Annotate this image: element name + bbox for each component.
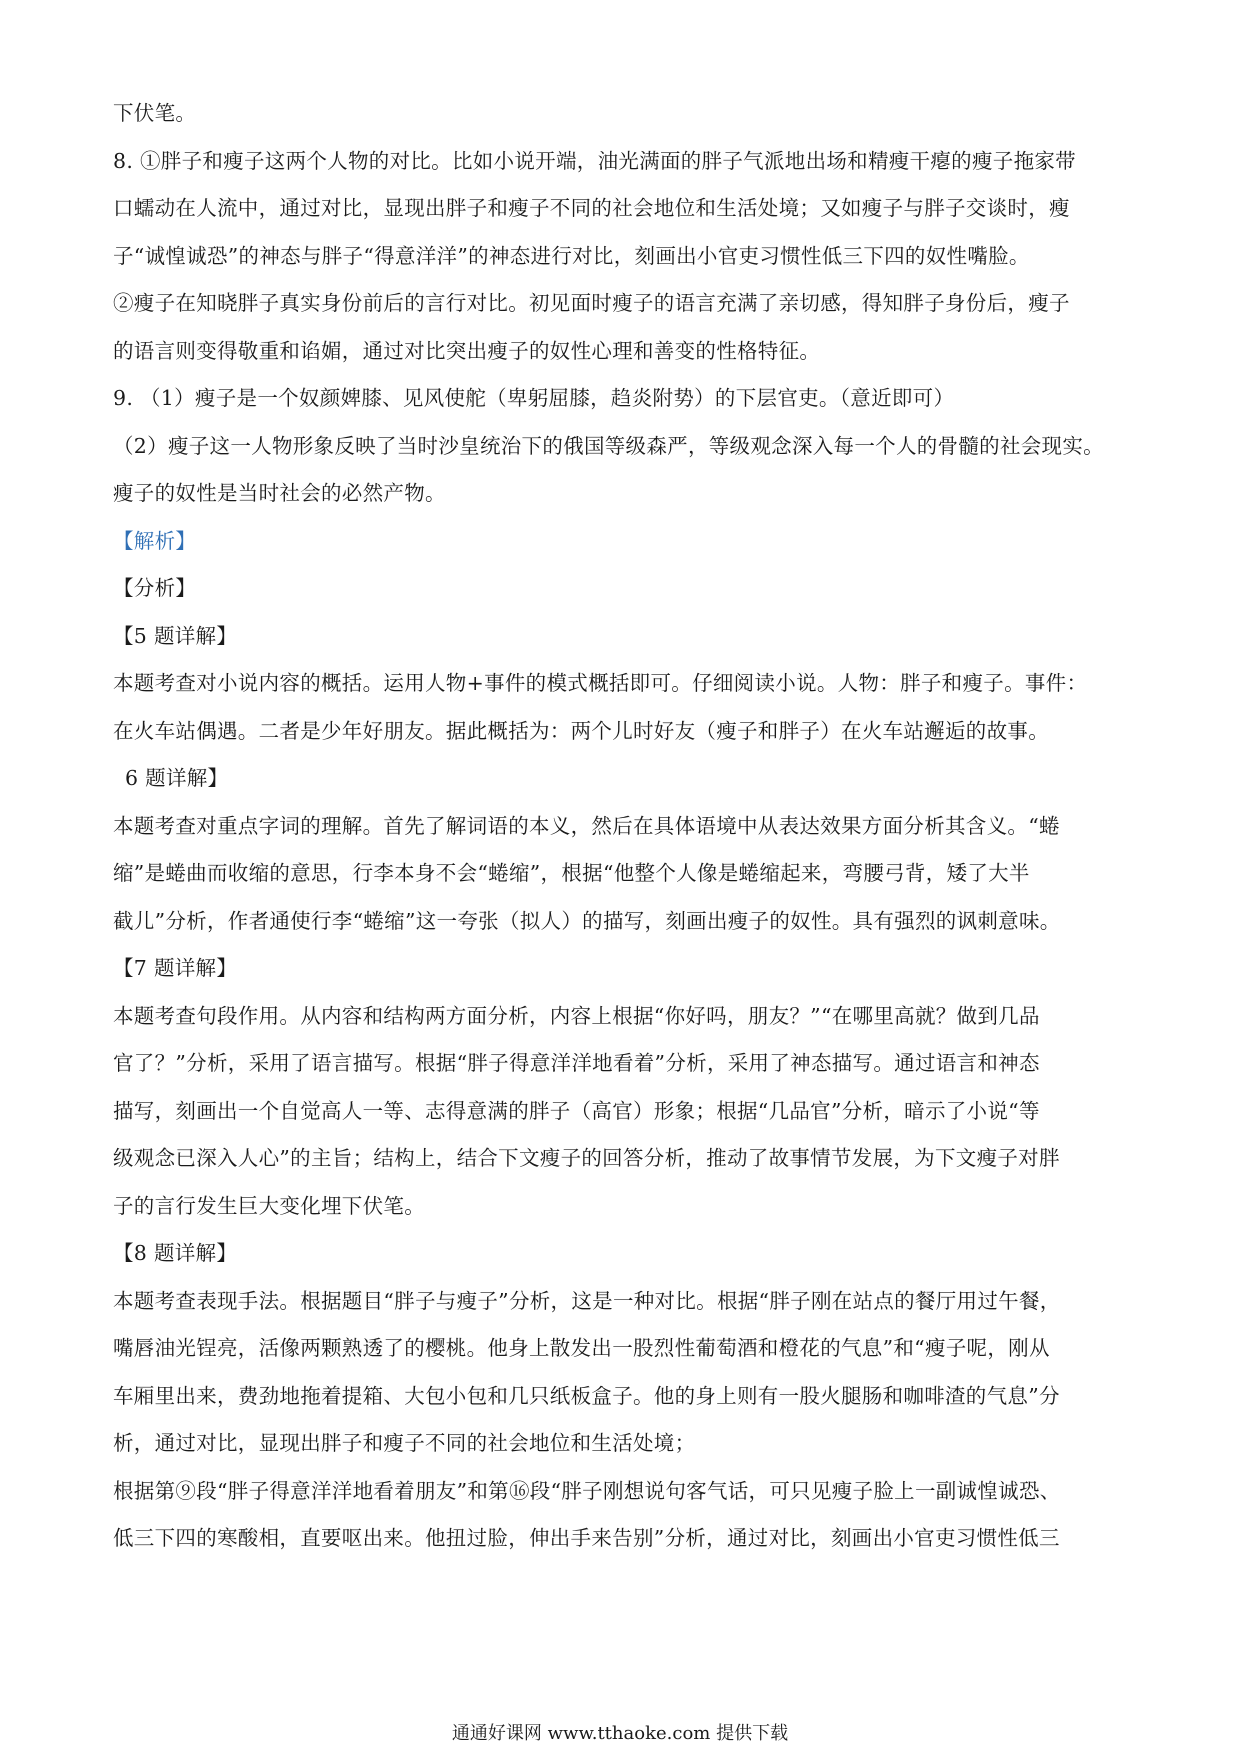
text-line: 下伏笔。	[113, 101, 197, 125]
text-line: 子的言行发生巨大变化埋下伏笔。	[113, 1193, 425, 1218]
text-line: 子“诚惶诚恐”的神态与胖子“得意洋洋”的神态进行对比，刻画出小官吏习惯性低三下四的奴性嘴脸。	[113, 243, 1030, 268]
section-heading-analysis: 【分析】	[113, 576, 197, 600]
text-line: 描写，刻画出一个自觉高人一等、志得意满的胖子（高官）形象；根据“几品官”分析，暗示了小说“等	[113, 1098, 1040, 1123]
section-heading-q7: 【7 题详解】	[113, 956, 238, 980]
text-line: 析，通过对比，显现出胖子和瘦子不同的社会地位和生活处境；	[113, 1431, 696, 1455]
text-line: 缩”是蜷曲而收缩的意思，行李本身不会“蜷缩”，根据“他整个人像是蜷缩起来，弯腰弓背，矮了大半	[113, 861, 1030, 885]
section-heading-q5: 【5 题详解】	[113, 623, 238, 648]
text-line: 嘴唇油光锃亮，活像两颗熟透了的樱桃。他身上散发出一股烈性葡萄酒和橙花的气息”和“瘦子呢，刚从	[113, 1336, 1050, 1360]
text-line: 本题考查对重点字词的理解。首先了解词语的本义，然后在具体语境中从表达效果方面分析其含义。“蜷	[113, 813, 1060, 838]
text-line: （2）瘦子这一人物形象反映了当时沙皇统治下的俄国等级森严，等级观念深入每一个人的骨髓的社会现实。	[113, 433, 1104, 458]
text-line: ②瘦子在知晓胖子真实身份前后的言行对比。初见面时瘦子的语言充满了亲切感，得知胖子身份后，瘦子	[113, 291, 1070, 315]
section-heading-q8: 【8 题详解】	[113, 1241, 238, 1265]
text-line: 本题考查句段作用。从内容和结构两方面分析，内容上根据“你好吗，朋友？”“在哪里高就？做到几品	[113, 1003, 1040, 1028]
text-line: 在火车站偶遇。二者是少年好朋友。据此概括为：两个儿时好友（瘦子和胖子）在火车站邂逅的故事。	[113, 718, 1049, 743]
text-line: 官了？”分析，采用了语言描写。根据“胖子得意洋洋地看着”分析，采用了神态描写。通过语言和神态	[113, 1051, 1040, 1075]
answer-8-line: 8. ①胖子和瘦子这两个人物的对比。比如小说开端，油光满面的胖子气派地出场和精瘦干瘪的瘦子拖家带	[113, 148, 1076, 173]
text-line: 瘦子的奴性是当时社会的必然产物。	[113, 481, 446, 505]
text-line: 的语言则变得敬重和谄媚，通过对比突出瘦子的奴性心理和善变的性格特征。	[113, 338, 821, 363]
text-line: 截儿”分析，作者通使行李“蜷缩”这一夸张（拟人）的描写，刻画出瘦子的奴性。具有强烈的讽刺意味。	[113, 908, 1061, 933]
text-line: 口蠕动在人流中，通过对比，显现出胖子和瘦子不同的社会地位和生活处境；又如瘦子与胖子交谈时，瘦	[113, 196, 1070, 220]
text-line: 根据第⑨段“胖子得意洋洋地看着朋友”和第⑯段“胖子刚想说句客气话，可只见瘦子脸上一副诚惶诚恐、	[113, 1478, 1061, 1503]
text-line: 低三下四的寒酸相，直要呕出来。他扭过脸，伸出手来告别”分析，通过对比，刻画出小官吏习惯性低三	[113, 1526, 1060, 1550]
text-line: 本题考查表现手法。根据题目“胖子与瘦子”分析，这是一种对比。根据“胖子刚在站点的餐厅用过午餐，	[113, 1288, 1061, 1313]
text-line: 本题考查对小说内容的概括。运用人物+事件的模式概括即可。仔细阅读小说。人物：胖子和瘦子。事件：	[113, 671, 1088, 695]
footer-source: 通通好课网 www.tthaoke.com 提供下载	[451, 1723, 789, 1744]
text-line: 级观念已深入人心”的主旨；结构上，结合下文瘦子的回答分析，推动了故事情节发展，为下文瘦子对胖	[113, 1146, 1060, 1170]
answer-9-line: 9. （1）瘦子是一个奴颜婢膝、见风使舵（卑躬屈膝，趋炎附势）的下层官吏。（意近即可）	[113, 386, 955, 410]
document-body	[113, 90, 1133, 1563]
section-heading-q6: 6 题详解】	[125, 766, 229, 790]
text-line: 车厢里出来，费劲地拖着提箱、大包小包和几只纸板盒子。他的身上则有一股火腿肠和咖啡渣的气息”分	[113, 1383, 1060, 1408]
analysis-heading: 【解析】	[113, 528, 197, 553]
